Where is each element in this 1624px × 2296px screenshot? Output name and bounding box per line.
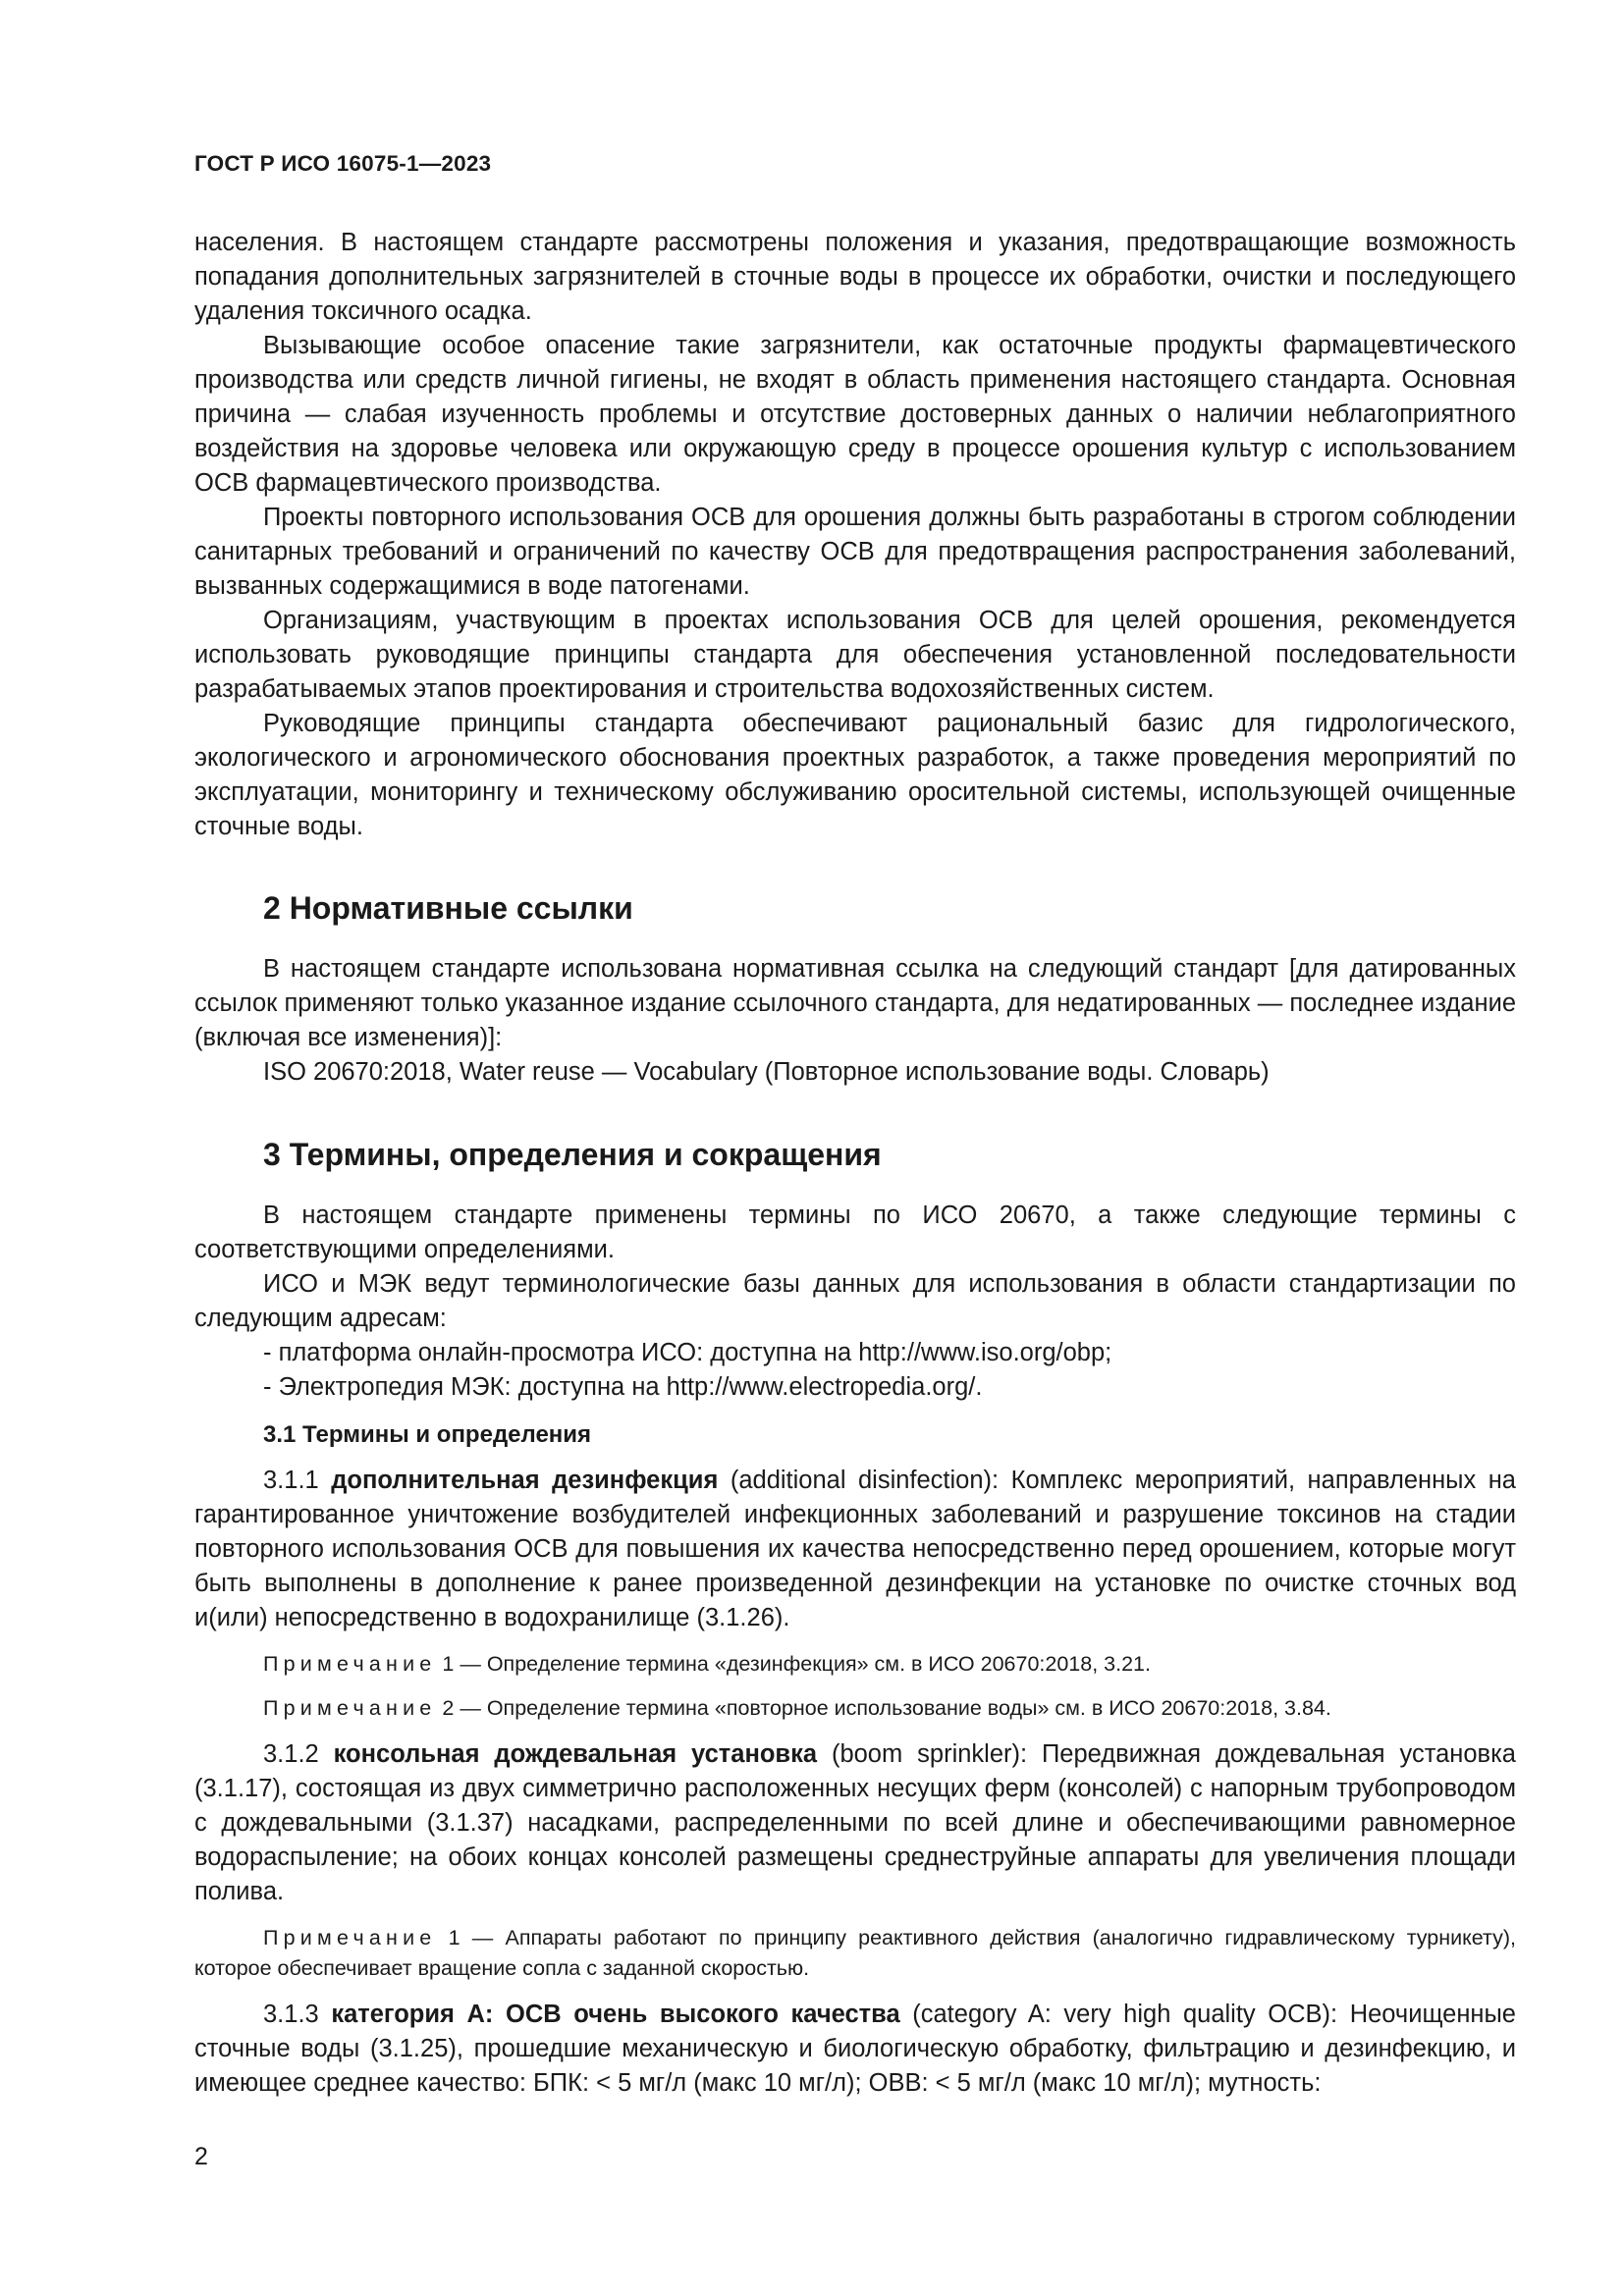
section-2-heading: 2 Нормативные ссылки: [263, 890, 633, 926]
section-3-paragraph-2: ИСО и МЭК ведут терминологические базы данных для использования в области стандартизации по следующим адресам:: [194, 1270, 1516, 1332]
intro-paragraph-3: Проекты повторного использования ОСВ для орошения должны быть разработаны в строгом соблюдении санитарных требований и ограничений по качеству ОСВ для предотвращения распространения заболеваний, вызванных содержащимися в воде патогенами.: [194, 504, 1516, 600]
intro-paragraph-5: Руководящие принципы стандарта обеспечивают рациональный базис для гидрологического, экологического и агрономического обоснования проектных разработок, а также проведения мероприятий по эксплуатации, мониторингу и техническому обслуживанию оросительной системы, использующей очищенные сточные воды.: [194, 710, 1516, 840]
document-body: [194, 226, 1516, 2101]
list-item: - платформа онлайн-просмотра ИСО: доступна на http://www.iso.org/obp;: [263, 1339, 1112, 1366]
term-3-1-3: [194, 1998, 1516, 2101]
section-3-heading: 3 Термины, определения и сокращения: [263, 1137, 882, 1172]
term-definition: (category A: very high quality OCB): Неочищенные сточные воды (3.1.25), прошедшие механическую и биологическую обработку, фильтрацию и дезинфекцию, и имеющее среднее качество: БПК: < 5 мг/л (макс 10 мг/л); ОВВ: < 5 мг/л (макс 10 мг/л); мутность:: [194, 2001, 1516, 2097]
term-number: 3.1.1: [263, 1467, 332, 1494]
term-title: консольная дождевальная установка: [333, 1740, 818, 1768]
section-3-paragraph-1: В настоящем стандарте применены термины по ИСО 20670, а также следующие термины с соответствующими определениями.: [194, 1201, 1516, 1263]
term-definition: (additional disinfection): Комплекс мероприятий, направленных на гарантированное уничтожение возбудителей инфекционных заболеваний и разрушение токсинов на стадии повторного использования ОСВ для повышения их качества непосредственно перед орошением, которые могут быть выполнены в дополнение к ранее произведенной дезинфекции на установке по очистке сточных вод и(или) непосредственно в водохранилище (3.1.26).: [194, 1467, 1516, 1631]
intro-paragraph-2: Вызывающие особое опасение такие загрязнители, как остаточные продукты фармацевтического производства или средств личной гигиены, не входят в область применения настоящего стандарта. Основная причина — слабая изученность проблемы и отсутствие достоверных данных о наличии неблагоприятного воздействия на здоровье человека или окружающую среду в процессе орошения культур с использованием ОСВ фармацевтического производства.: [194, 332, 1516, 497]
section-2-paragraph-1: В настоящем стандарте использована нормативная ссылка на следующий стандарт [для датированных ссылок применяют только указанное издание ссылочного стандарта, для недатированных — последнее издание (включая все изменения)]:: [194, 955, 1516, 1051]
subsection-3-1-heading: 3.1 Термины и определения: [263, 1421, 592, 1448]
note: [194, 1649, 1516, 1680]
page-header: ГОСТ Р ИСО 16075-1—2023: [194, 151, 492, 176]
note-label: Примечание: [263, 1926, 437, 1949]
note-label: Примечание: [263, 1696, 437, 1720]
intro-paragraph-1: населения. В настоящем стандарте рассмотрены положения и указания, предотвращающие возможность попадания дополнительных загрязнителей в сточные воды в процессе их обработки, очистки и последующего удаления токсичного осадка.: [194, 229, 1516, 325]
note-text: 2 — Определение термина «повторное использование воды» см. в ИСО 20670:2018, 3.84.: [436, 1696, 1331, 1720]
page-number: 2: [194, 2143, 208, 2170]
note-text: 1 — Аппараты работают по принципу реактивного действия (аналогично гидравлическому турникету), которое обеспечивает вращение сопла с заданной скоростью.: [194, 1926, 1516, 1980]
note-label: Примечание: [263, 1652, 437, 1676]
intro-paragraph-4: Организациям, участвующим в проектах использования ОСВ для целей орошения, рекомендуется использовать руководящие принципы стандарта для обеспечения установленной последовательности разрабатываемых этапов проектирования и строительства водохозяйственных систем.: [194, 607, 1516, 703]
term-number: 3.1.2: [263, 1740, 334, 1768]
term-3-1-2: [194, 1737, 1516, 1909]
term-title: категория А: ОСВ очень высокого качества: [331, 2001, 900, 2028]
note: [194, 1693, 1516, 1724]
section-2-reference: ISO 20670:2018, Water reuse — Vocabulary (Повторное использование воды. Словарь): [263, 1058, 1270, 1086]
term-title: дополнительная дезинфекция: [331, 1467, 719, 1494]
term-definition: (boom sprinkler): Передвижная дождевальная установка (3.1.17), состоящая из двух симметрично расположенных несущих ферм (консолей) с напорным трубопроводом с дождевальными (3.1.37) насадками, распределенными по всей длине и обеспечивающими равномерное водораспыление; на обоих концах консолей размещены среднеструйные аппараты для увеличения площади полива.: [194, 1740, 1516, 1905]
list-item: - Электропедия МЭК: доступна на http://www.electropedia.org/.: [263, 1373, 983, 1401]
term-number: 3.1.3: [263, 2001, 332, 2028]
note: [194, 1923, 1516, 1984]
term-3-1-1: [194, 1464, 1516, 1635]
note-text: 1 — Определение термина «дезинфекция» см. в ИСО 20670:2018, 3.21.: [436, 1652, 1151, 1676]
